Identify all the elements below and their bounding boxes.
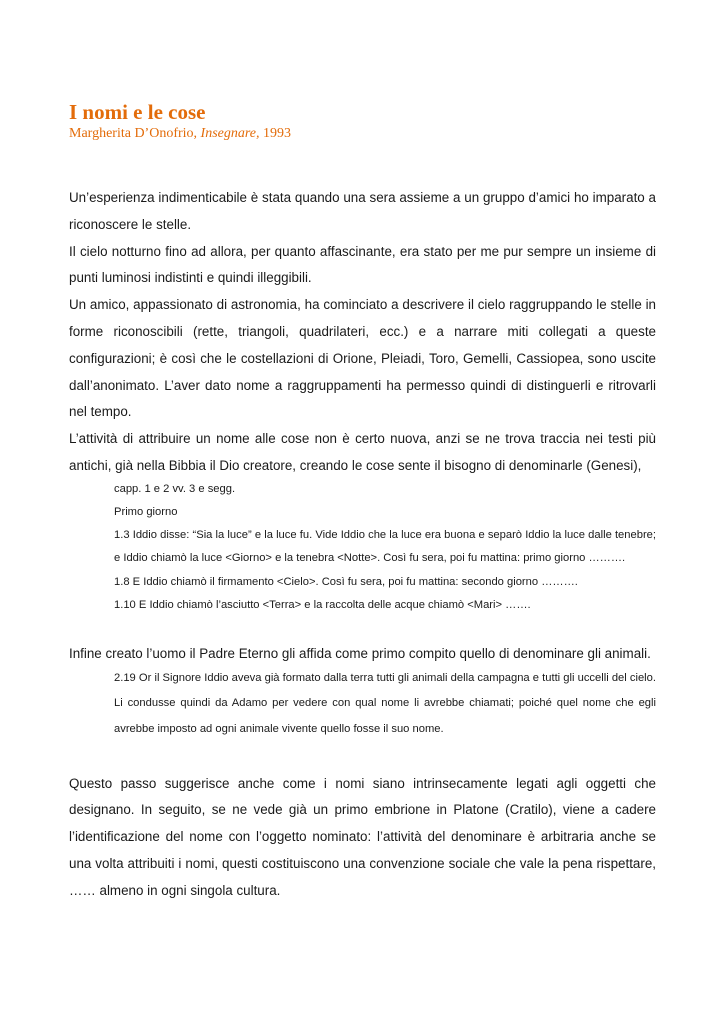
genesis-quote: [114, 478, 656, 617]
paragraph: Il cielo notturno fino ad allora, per quanto affascinante, era stato per me pur sempre un insieme di punti luminosi indistinti e quindi illeggibili.: [69, 243, 656, 286]
section-conclusion: [69, 771, 656, 905]
paragraph: Un amico, appassionato di astronomia, ha cominciato a descrivere il cielo raggruppando le stelle in forme riconoscibili (rette, triangoli, quadrilateri, ecc.) e a narrare miti collegati a queste configurazioni; è così che le costellazioni di Orione, Pleiadi, Toro, Gemelli, Cassiopea, sono uscite dall’anonimato. L’aver dato nome a raggruppamenti ha permesso quindi di distinguerli e ritrovarli nel tempo.: [69, 297, 656, 420]
section-intro: [69, 185, 656, 480]
genesis-quote-animals: [114, 666, 656, 743]
paragraph: L’attività di attribuire un nome alle cose non è certo nuova, anzi se ne trova traccia nei testi più antichi, già nella Bibbia il Dio creatore, creando le cose sente il bisogno di denominarle (Genesi),: [69, 431, 656, 473]
author-name: Margherita D’Onofrio,: [69, 126, 198, 141]
paragraph: Infine creato l’uomo il Padre Eterno gli affida come primo compito quello di denominare gli animali.: [69, 645, 651, 661]
quote-line: capp. 1 e 2 vv. 3 e segg.: [114, 482, 236, 495]
quote-line: 1.8 E Iddio chiamò il firmamento <Cielo>. Così fu sera, poi fu mattina: secondo giorno ……….: [114, 575, 578, 588]
quote-line: 1.10 E Iddio chiamò l’asciutto <Terra> e la raccolta delle acque chiamò <Mari> …….: [114, 598, 531, 611]
source-publication: Insegnare,: [200, 126, 260, 141]
document-title: I nomi e le cose: [69, 100, 206, 124]
publication-year: 1993: [263, 126, 292, 141]
quote-line: 2.19 Or il Signore Iddio aveva già formato dalla terra tutti gli animali della campagna e tutti gli uccelli del cielo. Li condusse quindi da Adamo per vedere con qual nome li avrebbe chiamati; poiché quel nome che egli avrebbe imposto ad ogni animale vivente quello fosse il suo nome.: [114, 671, 656, 735]
document-byline: [69, 125, 656, 143]
quote-line: 1.3 Iddio disse: “Sia la luce” e la luce fu. Vide Iddio che la luce era buona e separò Iddio la luce dalle tenebre; e Iddio chiamò la luce <Giorno> e la tenebra <Notte>. Così fu sera, poi fu mattina: primo giorno ……….: [114, 529, 656, 565]
section-animals: [69, 641, 656, 668]
quote-line: Primo giorno: [114, 505, 178, 518]
paragraph: Un’esperienza indimenticabile è stata quando una sera assieme a un gruppo d’amici ho imparato a riconoscere le stelle.: [69, 190, 656, 232]
paragraph: Questo passo suggerisce anche come i nomi siano intrinsecamente legati agli oggetti che designano. In seguito, se ne vede già un primo embrione in Platone (Cratilo), viene a cadere l’identificazione del nome con l’oggetto nominato: l’attività del denominare è arbitraria anche se una volta attribuiti i nomi, questi costituiscono una convenzione sociale che vale la pena rispettare, …… almeno in ogni singola cultura.: [69, 775, 656, 898]
document-page: [69, 100, 656, 905]
